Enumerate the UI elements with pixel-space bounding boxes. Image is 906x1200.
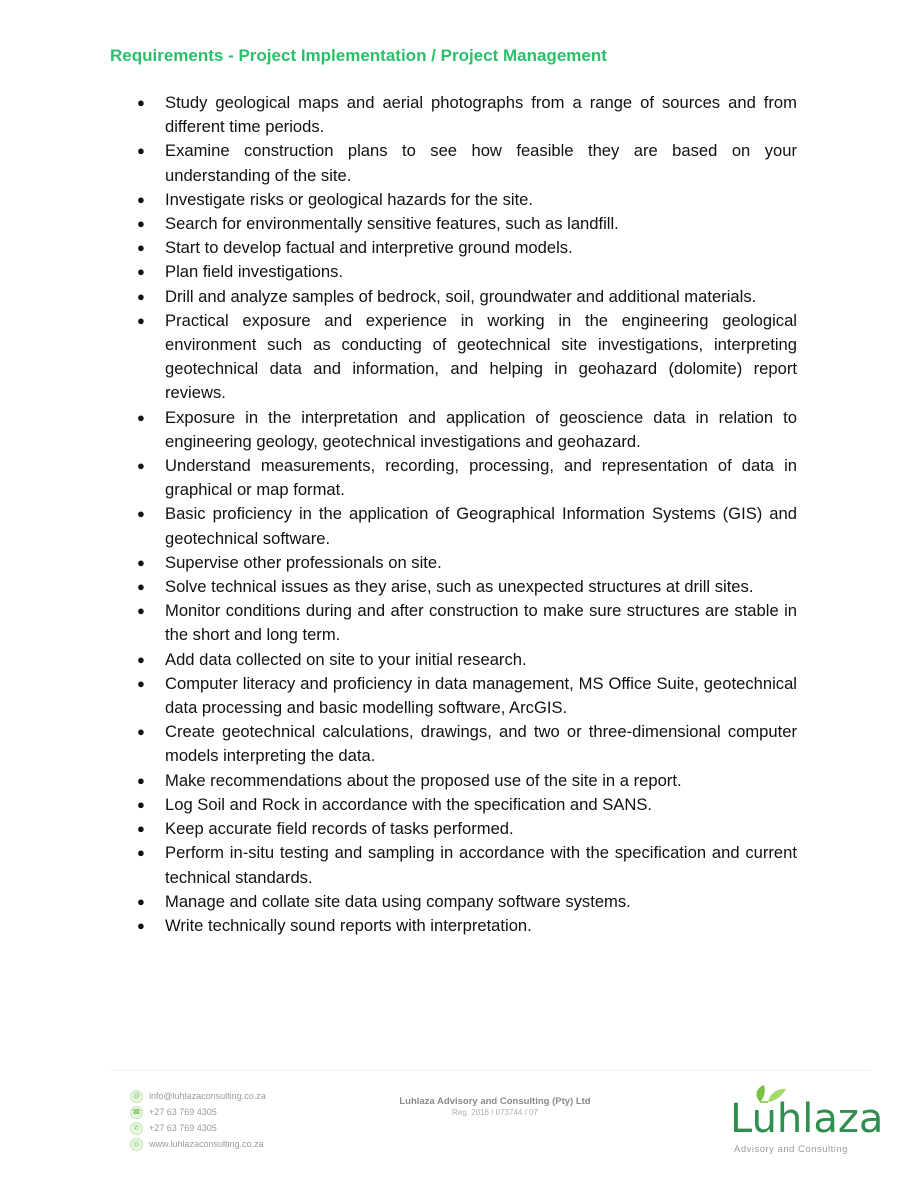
bullet-icon: ●	[137, 554, 145, 570]
requirement-text: Create geotechnical calculations, drawings, and two or three-dimensional computer models interpreting the data.	[165, 722, 797, 766]
contact-text: +27 63 769 4305	[149, 1107, 217, 1117]
requirement-text: Study geological maps and aerial photographs from a range of sources and from different time periods.	[165, 93, 797, 137]
requirement-text: Solve technical issues as they arise, such as unexpected structures at drill sites.	[165, 577, 754, 597]
requirement-item	[135, 260, 797, 284]
bullet-icon: ●	[137, 312, 145, 328]
bullet-icon: ●	[137, 845, 145, 861]
requirement-text: Practical exposure and experience in working in the engineering geological environment such as conducting of geotechnical site investigations, interpreting geotechnical data and information, and helping in geohazard (dolomite) report reviews.	[165, 310, 797, 403]
requirement-text: Computer literacy and proficiency in data management, MS Office Suite, geotechnical data processing and basic modelling software, ArcGIS.	[165, 673, 797, 718]
requirement-item	[135, 285, 797, 309]
requirement-item	[135, 914, 797, 938]
requirement-text: Supervise other professionals on site.	[165, 552, 442, 572]
bullet-icon: ●	[137, 409, 145, 425]
requirement-item	[135, 575, 797, 599]
bullet-icon: ●	[137, 458, 145, 474]
requirement-item	[135, 551, 797, 575]
globe-icon: ◎	[130, 1138, 143, 1151]
bullet-icon: ●	[137, 772, 145, 788]
contact-text: +27 63 769 4305	[149, 1123, 217, 1133]
bullet-icon: ●	[137, 95, 145, 110]
footer-divider	[110, 1070, 870, 1071]
company-info	[360, 1096, 630, 1117]
requirement-text: Drill and analyze samples of bedrock, soil, groundwater and additional materials.	[165, 286, 757, 306]
bullet-icon: ●	[137, 288, 145, 304]
company-logo	[728, 1082, 884, 1162]
requirement-text: Basic proficiency in the application of Geographical Information Systems (GIS) and geotechnical software.	[165, 504, 797, 548]
logo-tagline: Advisory and Consulting	[734, 1144, 848, 1155]
bullet-icon: ●	[137, 240, 145, 256]
bullet-icon: ●	[137, 893, 145, 909]
bullet-icon: ●	[137, 917, 145, 933]
requirement-text: Log Soil and Rock in accordance with the specification and SANS.	[165, 794, 653, 814]
bullet-icon: ●	[137, 264, 145, 280]
requirement-text: Manage and collate site data using company software systems.	[165, 891, 631, 911]
requirement-item	[135, 841, 797, 889]
requirement-text: Monitor conditions during and after construction to make sure structures are stable in the short and long term.	[165, 601, 797, 645]
requirement-text: Examine construction plans to see how feasible they are based on your understanding of the site.	[165, 141, 797, 185]
requirement-item	[135, 769, 797, 793]
requirement-text: Search for environmentally sensitive features, such as landfill.	[165, 214, 619, 234]
requirement-text: Start to develop factual and interpretive ground models.	[165, 238, 573, 258]
section-heading: Requirements - Project Implementation / Project Management	[110, 46, 607, 65]
requirement-text: Make recommendations about the proposed use of the site in a report.	[165, 770, 682, 790]
contact-text: www.luhlazaconsulting.co.za	[149, 1139, 264, 1149]
logo-wordmark: Luhlaza	[730, 1096, 884, 1142]
requirement-text: Understand measurements, recording, processing, and representation of data in graphical or map format.	[165, 456, 797, 500]
requirement-item	[135, 672, 797, 720]
phone-icon: ☎	[130, 1106, 143, 1119]
company-registration: Reg. 2016 / 073744 / 07	[452, 1108, 538, 1117]
requirement-item	[135, 454, 797, 502]
requirement-item	[135, 236, 797, 260]
bullet-icon: ●	[137, 216, 145, 232]
contact-item	[130, 1104, 266, 1120]
requirement-item	[135, 648, 797, 672]
bullet-icon: ●	[137, 675, 145, 691]
requirement-item	[135, 139, 797, 187]
footer-contacts	[130, 1088, 266, 1152]
bullet-icon: ●	[137, 191, 145, 207]
requirement-text: Investigate risks or geological hazards for the site.	[165, 189, 534, 209]
contact-item	[130, 1120, 266, 1136]
requirement-text: Plan field investigations.	[165, 262, 344, 282]
bullet-icon: ●	[137, 603, 145, 619]
requirement-text: Write technically sound reports with interpretation.	[165, 915, 532, 935]
bullet-icon: ●	[137, 651, 145, 667]
email-icon: @	[130, 1090, 143, 1103]
bullet-icon: ●	[137, 506, 145, 522]
requirement-item	[135, 599, 797, 647]
requirement-item	[135, 406, 797, 454]
requirement-item	[135, 309, 797, 406]
requirement-text: Add data collected on site to your initial research.	[165, 649, 527, 669]
requirement-item	[135, 720, 797, 768]
requirements-list	[135, 91, 797, 938]
bullet-icon: ●	[137, 821, 145, 837]
requirement-text: Perform in-situ testing and sampling in accordance with the specification and current technical standards.	[165, 843, 797, 887]
whatsapp-icon: ✆	[130, 1122, 143, 1135]
contact-item	[130, 1088, 266, 1104]
requirement-item	[135, 890, 797, 914]
requirement-item	[135, 212, 797, 236]
bullet-icon: ●	[137, 724, 145, 740]
requirement-item	[135, 91, 797, 139]
bullet-icon: ●	[137, 579, 145, 595]
requirement-item	[135, 502, 797, 550]
contact-text: info@luhlazaconsulting.co.za	[149, 1091, 266, 1101]
contact-item	[130, 1136, 266, 1152]
requirement-item	[135, 793, 797, 817]
requirement-item	[135, 188, 797, 212]
bullet-icon: ●	[137, 796, 145, 812]
bullet-icon: ●	[137, 143, 145, 159]
requirement-text: Exposure in the interpretation and application of geoscience data in relation to engineering geology, geotechnical investigations and geohazard.	[165, 407, 797, 451]
requirement-text: Keep accurate field records of tasks performed.	[165, 819, 514, 839]
requirement-item	[135, 817, 797, 841]
company-name: Luhlaza Advisory and Consulting (Pty) Ltd	[399, 1096, 591, 1107]
